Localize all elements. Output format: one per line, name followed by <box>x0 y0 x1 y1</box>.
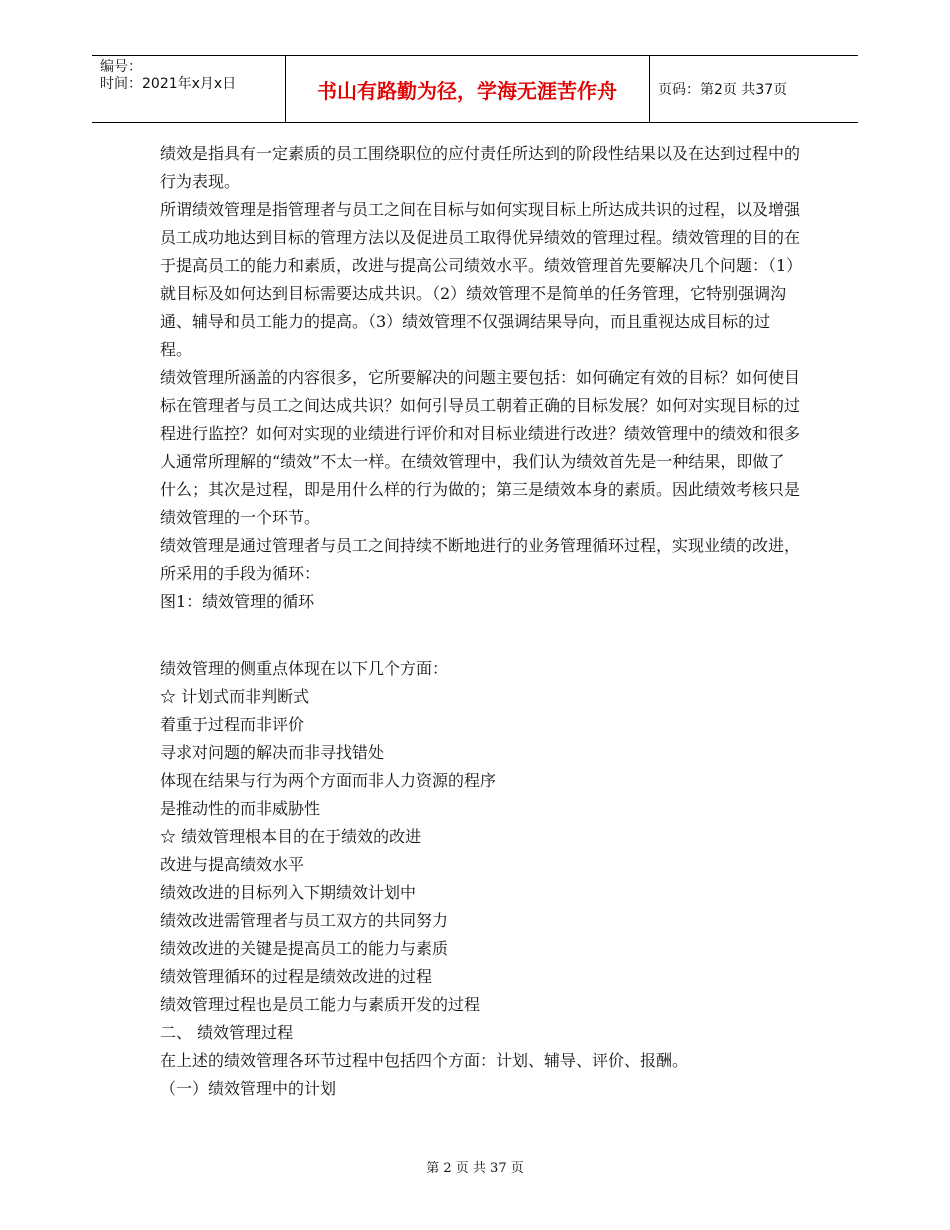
document-body <box>160 140 800 1103</box>
page-header <box>92 55 858 123</box>
header-divider-right <box>649 56 650 122</box>
list-item: 绩效改进的目标列入下期绩效计划中 <box>160 883 417 902</box>
paragraph-cycle: 绩效管理是通过管理者与员工之间持续不断地进行的业务管理循环过程，实现业绩的改进，所采用的手段为循环： <box>160 536 801 583</box>
list-item: 绩效管理过程也是员工能力与素质开发的过程 <box>160 995 481 1014</box>
paragraph-management: 所谓绩效管理是指管理者与员工之间在目标与如何实现目标上所达成共识的过程，以及增强员工成功地达到目标的管理方法以及促进员工取得优异绩效的管理过程。绩效管理的目的在于提高员工的能力和素质，改进与提高公司绩效水平。绩效管理首先要解决几个问题：（1）就目标及如何达到目标需要达成共识。（2）绩效管理不是简单的任务管理，它特别强调沟通、辅导和员工能力的提高。（3）绩效管理不仅强调结果导向，而且重视达成目标的过程。 <box>160 200 801 359</box>
paragraph-process: 在上述的绩效管理各环节过程中包括四个方面：计划、辅导、评价、报酬。 <box>160 1051 689 1070</box>
list-item: 绩效改进需管理者与员工双方的共同努力 <box>160 911 449 930</box>
list-item: ☆ 计划式而非判断式 <box>160 687 310 706</box>
figure-placeholder <box>160 616 800 655</box>
page-footer: 第 2 页 共 37 页 <box>426 1161 524 1176</box>
list-item: 体现在结果与行为两个方面而非人力资源的程序 <box>160 771 497 790</box>
subsection-heading: （一）绩效管理中的计划 <box>160 1079 337 1098</box>
list-item: 寻求对问题的解决而非寻找错处 <box>160 743 385 762</box>
paragraph-focus: 绩效管理的侧重点体现在以下几个方面： <box>160 659 449 678</box>
time-label: 时间：2021年x月x日 <box>100 76 237 92</box>
list-item: 绩效改进的关键是提高员工的能力与素质 <box>160 939 449 958</box>
header-page-info: 页码：第2页 共37页 <box>658 82 788 98</box>
list-item: ☆ 绩效管理根本目的在于绩效的改进 <box>160 827 422 846</box>
list-item: 着重于过程而非评价 <box>160 715 305 734</box>
list-item: 绩效管理循环的过程是绩效改进的过程 <box>160 967 433 986</box>
list-item: 是推动性的而非威胁性 <box>160 799 321 818</box>
number-label: 编号： <box>100 59 142 75</box>
header-motto: 书山有路勤为径，学海无涯苦作舟 <box>317 78 617 103</box>
paragraph-definition: 绩效是指具有一定素质的员工围绕职位的应付责任所达到的阶段性结果以及在达到过程中的行为表现。 <box>160 144 801 191</box>
header-meta <box>100 59 236 93</box>
list-item: 改进与提高绩效水平 <box>160 855 305 874</box>
figure-caption: 图1：绩效管理的循环 <box>160 592 315 611</box>
section-heading: 二、 绩效管理过程 <box>160 1023 294 1042</box>
paragraph-scope: 绩效管理所涵盖的内容很多，它所要解决的问题主要包括：如何确定有效的目标？如何使目标在管理者与员工之间达成共识？如何引导员工朝着正确的目标发展？如何对实现目标的过程进行监控？如何对实现的业绩进行评价和对目标业绩进行改进？绩效管理中的绩效和很多人通常所理解的“绩效”不太一样。在绩效管理中，我们认为绩效首先是一种结果，即做了什么；其次是过程，即是用什么样的行为做的；第三是绩效本身的素质。因此绩效考核只是绩效管理的一个环节。 <box>160 368 801 527</box>
